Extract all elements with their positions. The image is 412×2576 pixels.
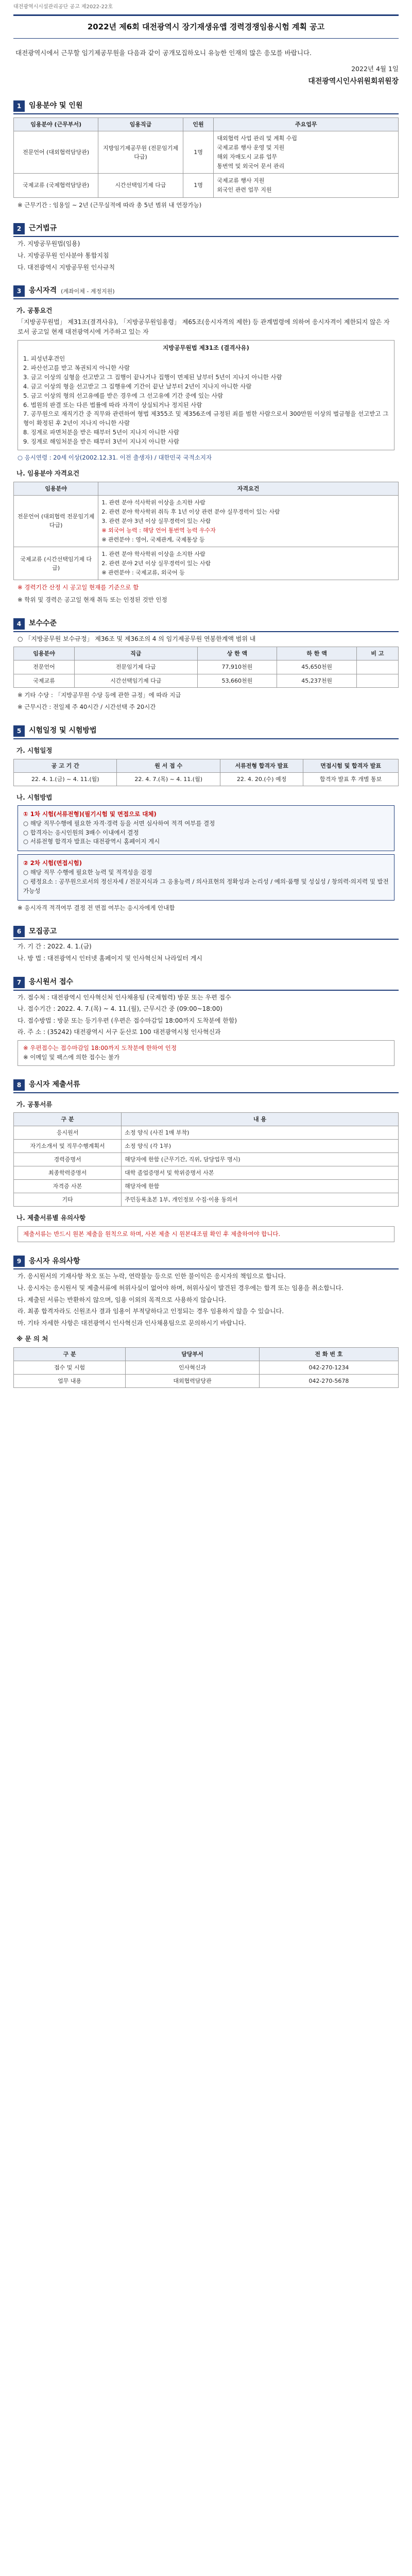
req-list: [98, 495, 399, 547]
contact-dept: 대외협력담당관: [126, 1374, 260, 1387]
section-header: [13, 285, 399, 299]
section-title: 응시원서 접수: [29, 977, 74, 986]
req-field: 국제교류 (시간선택임기제 다급): [14, 547, 98, 580]
duty-item: 해외 자매도시 교류 업무: [217, 154, 278, 161]
table-header: 원 서 접 수: [117, 759, 220, 772]
notice-number: 대전광역시시설관리공단 공고 제2022-22호: [13, 4, 113, 10]
section-number: 1: [13, 100, 25, 112]
section-number: 8: [13, 1079, 25, 1091]
schedule-cell: 22. 4. 1.(금) ~ 4. 11.(월): [14, 772, 117, 786]
req-item: ※ 관련분야 : 국제교류, 외국어 등: [101, 569, 185, 577]
schedule-cell: 합격자 발표 후 개별 통보: [303, 772, 399, 786]
requirements-table: [13, 482, 399, 580]
application-item: 가. 접수처 : 대전광역시 인사혁신처 인사채용팀 (국제협력) 방문 또는 우편 접수: [18, 993, 231, 1001]
table-header: 임용직급: [98, 118, 183, 131]
schedule-cell: 22. 4. 20.(수) 예정: [220, 772, 303, 786]
disqualification-item: 8. 징계로 파면처분을 받은 때부터 5년이 지나지 아니한 사람: [23, 428, 180, 436]
age-note: ○ 응시연령 : 20세 이상(2002.12.31. 이전 출생자) / 대한민국 국적소지자: [18, 453, 212, 461]
section-title: 응시자 제출서류: [29, 1080, 80, 1089]
exam-stage-item: ○ 합격자는 응시인원의 3배수 이내에서 결정: [23, 828, 139, 836]
req-item: ※ 외국어 능력 : 해당 언어 통번역 능력 우수자: [101, 527, 216, 534]
disqualification-item: 1. 피성년후견인: [23, 355, 65, 363]
duty-item: 외국인 관련 업무 지원: [217, 187, 272, 194]
disqualification-item: 2. 파산선고를 받고 복권되지 아니한 사람: [23, 364, 130, 372]
salary-field: 전문언어: [14, 660, 75, 674]
position-grade: 지방임기제공무원 (전문임기제 다급): [98, 131, 183, 174]
precaution-item: 다. 제출된 서류는 반환하지 않으며, 임용 이외의 목적으로 사용하지 않습니다.: [18, 1296, 227, 1303]
disqualification-item: 9. 징계로 해임처분을 받은 때부터 3년이 지나지 아니한 사람: [23, 437, 180, 445]
common-req-text: 「지방공무원법」 제31조(결격사유), 「지방공무원임용령」 제65조(응시자격의 제한) 등 관계법령에 의하여 응시자격이 제한되지 않은 자로서 공고일 현재 대전광역시에 거주하고 있는 자: [18, 318, 390, 336]
doc-desc: 해당자에 한함: [122, 1180, 399, 1193]
method-note: ※ 응시자격 적격여부 결정 전 면접 여부는 응시자에게 안내함: [18, 904, 175, 911]
disqualification-item: 7. 공무원으로 재직기간 중 직무와 관련하여 형법 제355조 및 제356조에 규정된 죄를 범한 사람으로서 300만원 이상의 벌금형을 선고받고 그 형이 확정된 후 2년이 지나지 아니한 사람: [23, 410, 389, 427]
doc-name: 기타: [14, 1193, 122, 1207]
section-positions: [13, 100, 399, 210]
table-header: 임용분야: [14, 647, 75, 660]
disqualification-item: 3. 금고 이상의 실형을 선고받고 그 집행이 끝나거나 집행이 면제된 날부터 5년이 지나지 아니한 사람: [23, 374, 282, 381]
section-precautions: [13, 1256, 399, 1387]
section-number: 9: [13, 1256, 25, 1267]
req-item: 3. 관련 분야 3년 이상 실무경력이 있는 사람: [101, 517, 211, 524]
req-item: 2. 관련 분야 학사학위 취득 후 1년 이상 관련 분야 실무경력이 있는 사람: [101, 508, 280, 515]
section-header: [13, 223, 399, 237]
disqualification-item: 6. 법원의 판결 또는 다른 법률에 따라 자격이 상실되거나 정지된 사람: [23, 401, 202, 409]
footer-spacer: [13, 1391, 399, 1396]
documents-table: [13, 1112, 399, 1207]
position-field: 국제교류 (국제협력담당관): [14, 174, 98, 197]
section-title: 보수수준: [29, 619, 57, 628]
section-header: [13, 1079, 399, 1093]
contact-table: [13, 1347, 399, 1388]
table-row: [14, 495, 399, 547]
table-row: [14, 660, 399, 674]
contact-dept: 인사혁신과: [126, 1361, 260, 1374]
table-header: 면접시험 및 합격자 발표: [303, 759, 399, 772]
table-header: 하 한 액: [277, 647, 357, 660]
table-header: 직급: [75, 647, 197, 660]
req-field: 전문언어 (대외협력 전문임기제 다급): [14, 495, 98, 547]
table-header: 내 용: [122, 1112, 399, 1126]
section-header: [13, 100, 399, 114]
duty-item: 국제교류 행사 운영 및 지원: [217, 144, 285, 151]
salary-note: [356, 660, 398, 674]
application-note: ※ 우편접수는 접수마감일 18:00까지 도착분에 한하여 인정: [23, 1044, 177, 1052]
disqualification-item: 5. 금고 이상의 형의 선고유예를 받은 경우에 그 선고유예 기간 중에 있는 사람: [23, 392, 224, 399]
disqualification-item: 4. 금고 이상의 형을 선고받고 그 집행유예 기간이 끝난 날부터 2년이 지나지 아니한 사람: [23, 382, 252, 390]
duty-item: 대외협력 사업 관리 및 계획 수립: [217, 135, 298, 142]
exam-stage-item: ○ 서류전형 합격자 발표는 대전광역시 홈페이지 게시: [23, 838, 160, 845]
position-duties: [214, 131, 399, 174]
table-header: 담당부서: [126, 1347, 260, 1361]
contact-phone: 042-270-1234: [259, 1361, 398, 1374]
table-row: [14, 131, 399, 174]
req-item: ※ 관련분야 : 영어, 국제관계, 국제통상 등: [101, 536, 205, 544]
table-row: [14, 174, 399, 197]
table-row: [14, 674, 399, 687]
application-item: 라. 주 소 : (35242) 대전광역시 서구 둔산로 100 대전광역시청 인사혁신과: [18, 1028, 221, 1036]
section-number: 2: [13, 223, 25, 234]
req-item: 2. 관련 분야 2년 이상 실무경력이 있는 사람: [101, 560, 211, 567]
common-req-title: 가. 공통요건: [16, 307, 53, 315]
table-row: [14, 547, 399, 580]
notice-title: 2022년 제6회 대전광역시 장기재생유앱 경력경쟁임용시험 계획 공고: [13, 14, 399, 39]
req-note: ※ 경력기간 산정 시 공고일 현재를 기준으로 함: [18, 584, 139, 591]
docs-subtitle: 가. 공통서류: [16, 1100, 53, 1108]
table-row: [14, 1166, 399, 1180]
section-number: 7: [13, 977, 25, 988]
salary-lower: 45,237천원: [277, 674, 357, 687]
contact-phone: 042-270-5678: [259, 1374, 398, 1387]
salary-upper: 53,660천원: [197, 674, 277, 687]
announce-item: 가. 기 간 : 2022. 4. 1.(금): [18, 943, 92, 951]
application-item: 나. 접수기간 : 2022. 4. 7.(목) ~ 4. 11.(월), 근무시간 중 (09:00~18:00): [18, 1005, 222, 1013]
duty-item: 통번역 및 외국어 문서 관리: [217, 163, 285, 170]
precaution-item: 나. 응시자는 응시원서 및 제출서류에 허위사실이 없어야 하며, 허위사실이 발견된 경우에는 합격 또는 임용을 취소합니다.: [18, 1284, 344, 1292]
contact-kind: 접수 및 시험: [14, 1361, 126, 1374]
application-note: ※ 이메일 및 팩스에 의한 접수는 불가: [23, 1053, 120, 1061]
doc-name: 자기소개서 및 직무수행계획서: [14, 1140, 122, 1153]
section-title: 응시자 유의사항: [29, 1257, 80, 1265]
position-duties: [214, 174, 399, 197]
section-header: [13, 618, 399, 632]
section-number: 5: [13, 725, 25, 737]
salary-lower: 45,650천원: [277, 660, 357, 674]
intro-text: 대전광역시에서 근무할 임기제공무원을 다음과 같이 공개모집하오니 유능한 인재의 많은 응모를 바랍니다.: [15, 48, 312, 57]
doc-name: 최종학력증명서: [14, 1166, 122, 1180]
section-subtitle: (계좌이체 - 계정지원): [61, 287, 115, 295]
law-item: 가. 지방공무원법(임용): [18, 240, 80, 248]
issuing-org: 대전광역시인사위원회위원장: [308, 77, 399, 86]
salary-text: ○ 「지방공무원 보수규정」 제36조 및 제36조의 4 의 임기제공무원 연봉한계액 범위 내: [18, 635, 256, 642]
table-header: 구 분: [14, 1112, 122, 1126]
req-note: ※ 학위 및 경력은 공고일 현재 취득 또는 인정된 것만 인정: [18, 596, 167, 604]
doc-desc: 해당자에 한함 (근무기간, 직위, 담당업무 명시): [122, 1153, 399, 1166]
duty-item: 국제교류 행사 지원: [217, 177, 265, 184]
section-number: 4: [13, 618, 25, 630]
table-header: 상 한 액: [197, 647, 277, 660]
exam-stage-title: ① 1차 시험(서류전형)(필기시험 및 면접으로 대체): [23, 810, 157, 818]
req-list: [98, 547, 399, 580]
section-title: 시험일정 및 시험방법: [29, 726, 97, 735]
section-eligibility: [13, 285, 399, 605]
schedule-subtitle: 가. 시험일정: [16, 747, 53, 755]
salary-table: [13, 647, 399, 687]
section-header: [13, 926, 399, 940]
section-number: 3: [13, 285, 25, 297]
section-header: [13, 1256, 399, 1269]
application-item: 다. 접수방법 : 방문 또는 등기우편 (우편은 접수마감일 18:00까지 도착분에 한함): [18, 1016, 237, 1024]
section-header: [13, 725, 399, 739]
exam-stage-2: [18, 854, 394, 900]
section-salary: [13, 618, 399, 712]
table-row: [14, 1374, 399, 1387]
contact-kind: 업무 내용: [14, 1374, 126, 1387]
doc-desc: 주민등록초본 1부, 개인정보 수집·이용 동의서: [122, 1193, 399, 1207]
salary-grade: 시간선택임기제 다급: [75, 674, 197, 687]
table-row: [14, 1361, 399, 1374]
section-number: 6: [13, 926, 25, 937]
doc-desc: 소정 양식 (사진 1매 부착): [122, 1126, 399, 1139]
salary-upper: 77,910천원: [197, 660, 277, 674]
section-title: 응시자격: [29, 286, 57, 295]
salary-footnote: ※ 기타 수당 : 「지방공무원 수당 등에 관한 규정」에 따라 지급: [18, 691, 181, 699]
table-row: [14, 1153, 399, 1166]
doc-desc: 대학 졸업증명서 및 학위증명서 사본: [122, 1166, 399, 1180]
req-item: 1. 관련 분야 학사학위 이상을 소지한 사람: [101, 551, 205, 558]
section-legal-basis: [13, 223, 399, 272]
salary-grade: 전문임기제 다급: [75, 660, 197, 674]
table-header: 임용분야 (근무부서): [14, 118, 98, 131]
section-header: [13, 977, 399, 991]
table-header: 전 화 번 호: [259, 1347, 398, 1361]
position-field: 전문언어 (대외협력담당관): [14, 131, 98, 174]
table-row: [14, 1193, 399, 1207]
table-header: 주요업무: [214, 118, 399, 131]
section-application: [13, 977, 399, 1066]
doc-desc: 소정 양식 (각 1부): [122, 1140, 399, 1153]
doc-name: 응시원서: [14, 1126, 122, 1139]
disqualification-title: 지방공무원법 제31조 (결격사유): [163, 344, 249, 351]
position-count: 1명: [183, 174, 214, 197]
position-count: 1명: [183, 131, 214, 174]
precaution-item: 라. 최종 합격자라도 신원조사 결과 임용이 부적당하다고 인정되는 경우 임용하지 않을 수 있습니다.: [18, 1308, 284, 1315]
table-header: 비 고: [356, 647, 398, 660]
table-header: 인원: [183, 118, 214, 131]
section-title: 모집공고: [29, 927, 57, 936]
table-header: 자격요건: [98, 482, 399, 495]
salary-field: 국제교류: [14, 674, 75, 687]
law-item: 다. 대전광역시 지방공무원 인사규칙: [18, 263, 115, 271]
docs-notes-text: 제출서류는 반드시 원본 제출을 원칙으로 하며, 사본 제출 시 원본대조필 확인 후 제출하여야 합니다.: [23, 1230, 281, 1238]
req-item: 1. 관련 분야 석사학위 이상을 소지한 사람: [101, 499, 205, 506]
exam-stage-1: [18, 805, 394, 851]
exam-stage-item: ○ 해당 직무 수행에 필요한 능력 및 적격성을 검정: [23, 869, 152, 876]
section-title: 근거법규: [29, 224, 57, 233]
schedule-cell: 22. 4. 7.(목) ~ 4. 11.(월): [117, 772, 220, 786]
term-footnote: ※ 근무기간 : 임용일 ~ 2년 (근무실적에 따라 총 5년 범위 내 연장가능): [18, 201, 202, 209]
specific-req-title: 나. 임용분야 자격요건: [16, 469, 80, 478]
section-announcement: [13, 926, 399, 963]
salary-note: [356, 674, 398, 687]
table-header: 구 분: [14, 1347, 126, 1361]
exam-stage-title: ② 2차 시험(면접시험): [23, 859, 82, 867]
method-subtitle: 나. 시험방법: [16, 793, 53, 801]
section-schedule: [13, 725, 399, 912]
section-documents: [13, 1079, 399, 1243]
docs-notes-title: 나. 제출서류별 유의사항: [16, 1214, 86, 1222]
contact-title: ※ 문 의 처: [16, 1335, 48, 1343]
table-header: 공 고 기 간: [14, 759, 117, 772]
disqualification-box: [18, 340, 394, 450]
exam-stage-item: ○ 해당 직무수행에 필요한 자격·경력 등을 서면 심사하여 적격 여부를 결정: [23, 819, 215, 827]
positions-table: [13, 117, 399, 197]
precaution-item: 마. 기타 자세한 사항은 대전광역시 인사혁신과 인사채용팀으로 문의하시기 바랍니다.: [18, 1319, 246, 1327]
exam-stage-item: ○ 평정요소 : 공무원으로서의 정신자세 / 전문지식과 그 응용능력 / 의사표현의 정확성과 논리성 / 예의·품행 및 성실성 / 창의력·의지력 및 발전가능성: [23, 877, 389, 894]
table-row: [14, 1140, 399, 1153]
position-grade: 시간선택임기제 다급: [98, 174, 183, 197]
application-note-box: [18, 1040, 394, 1066]
doc-name: 경력증명서: [14, 1153, 122, 1166]
doc-name: 자격증 사본: [14, 1180, 122, 1193]
table-header: 임용분야: [14, 482, 98, 495]
notice-date: 2022년 4월 1일: [351, 65, 399, 73]
law-item: 나. 지방공무원 인사분야 통합지침: [18, 251, 109, 259]
table-header: 서류전형 합격자 발표: [220, 759, 303, 772]
docs-notes-box: [18, 1226, 394, 1243]
table-row: [14, 1180, 399, 1193]
announce-item: 나. 방 법 : 대전광역시 인터넷 홈페이지 및 인사혁신처 나라일터 게시: [18, 954, 202, 962]
section-title: 임용분야 및 인원: [29, 101, 83, 110]
salary-footnote: ※ 근무시간 : 전일제 주 40시간 / 시간선택 주 20시간: [18, 703, 156, 711]
schedule-table: [13, 759, 399, 786]
precaution-item: 가. 응시원서의 기재사항 착오 또는 누락, 연락불능 등으로 인한 불이익은 응시자의 책임으로 합니다.: [18, 1273, 286, 1280]
table-row: [14, 772, 399, 786]
table-row: [14, 1126, 399, 1139]
